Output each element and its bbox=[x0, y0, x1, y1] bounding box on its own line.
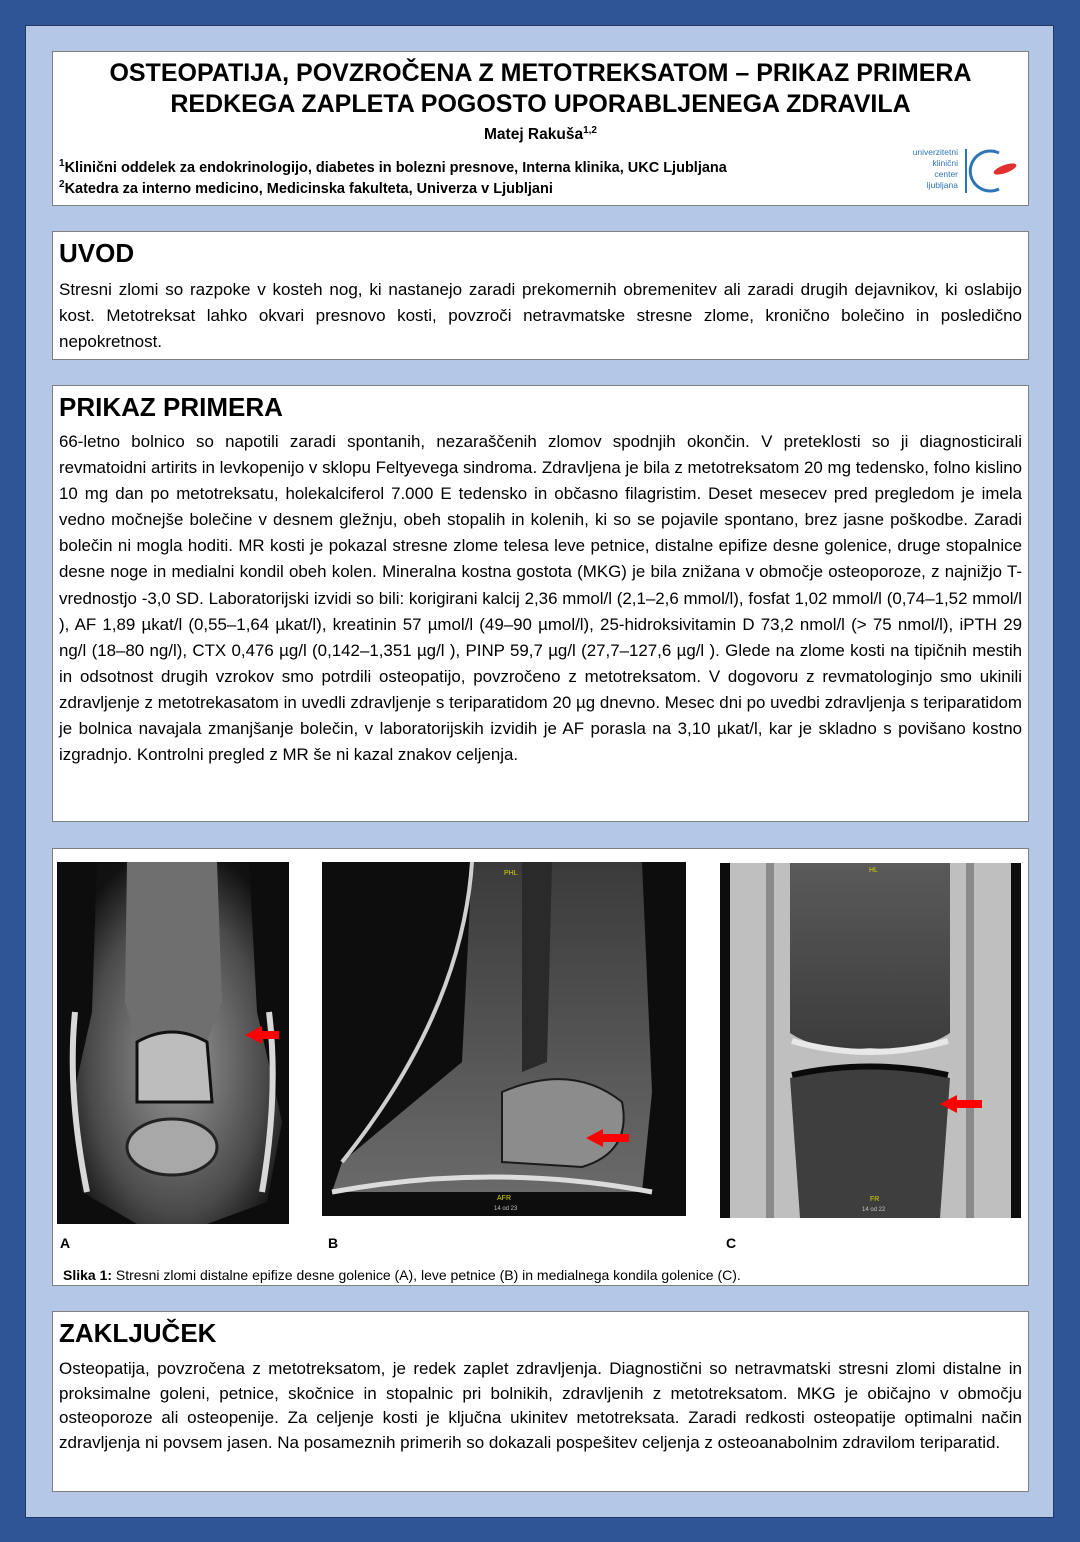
mri-c-slice-label: 14 od 22 bbox=[862, 1207, 886, 1213]
logo-line-1: univerzitetni bbox=[912, 147, 958, 157]
author-affiliation-marks: 1,2 bbox=[583, 125, 597, 136]
intro-text: Stresni zlomi so razpoke v kosteh nog, ki nastanejo zaradi prekomernih obremenitev ali zaradi drugih dejavnikov, ki oslabijo kost. Metotreksat lahko okvari presnovo kosti, povzroči netravmatske stresne zlome, kronično bolečino in posledično nepokretnost. bbox=[59, 280, 1022, 351]
mri-image-a bbox=[57, 862, 289, 1224]
panel-label-c: C bbox=[726, 1235, 737, 1251]
intro-section bbox=[52, 231, 1029, 360]
case-section bbox=[52, 385, 1029, 822]
conclusion-text: Osteopatija, povzročena z metotreksatom, je redek zaplet zdravljenja. Diagnostični so netravmatski stresni zlomi distalne in proksimalne goleni, petnice, skočnice in stopalnic pri bolnikih, zdravljenih z metotreksatom. MKG je običajno v območju osteoporoze ali osteopenije. Za celjenje kosti je ključna ukinitev metotreksata. Zaradi redkosti osteopatije optimalni način zdravljenja ni povsem jasen. Na posameznih primerih so dokazali pospešitev celjenja z osteoanabolnim zdravilom teriparatid. bbox=[59, 1359, 1022, 1453]
mri-b-slice-label: 14 od 23 bbox=[494, 1206, 518, 1212]
affiliation-2-mark: 2 bbox=[59, 179, 65, 190]
conclusion-section bbox=[52, 1311, 1029, 1492]
mri-b-orientation-bottom: AFR bbox=[497, 1195, 511, 1202]
affiliation-1 bbox=[59, 158, 727, 176]
title-line-1: OSTEOPATIJA, POVZROČENA Z METOTREKSATOM – PRIKAZ PRIMERA bbox=[109, 59, 972, 87]
figure-caption bbox=[63, 1267, 741, 1283]
title-box bbox=[52, 51, 1029, 206]
affiliation-2 bbox=[59, 179, 553, 197]
intro-heading: UVOD bbox=[59, 238, 135, 268]
author-name: Matej Rakuša bbox=[484, 126, 584, 144]
case-heading: PRIKAZ PRIMERA bbox=[59, 392, 283, 422]
logo-line-4: ljubljana bbox=[926, 180, 958, 190]
caption-label: Slika 1: bbox=[63, 1267, 113, 1283]
affiliation-1-text: Klinični oddelek za endokrinologijo, diabetes in bolezni presnove, Interna klinika, UKC Ljubljana bbox=[64, 159, 727, 176]
logo-text bbox=[903, 147, 958, 191]
mri-b-orientation-top: PHL bbox=[504, 870, 518, 877]
mri-knee-coronal bbox=[720, 863, 1021, 1218]
logo-mark-icon bbox=[963, 147, 1021, 195]
logo-line-3: center bbox=[934, 169, 958, 179]
affiliation-1-mark: 1 bbox=[59, 158, 65, 169]
figure-section bbox=[52, 848, 1029, 1286]
affiliation-2-text: Katedra za interno medicino, Medicinska fakulteta, Univerza v Ljubljani bbox=[64, 180, 553, 197]
logo-line-2: klinični bbox=[932, 158, 958, 168]
poster-title bbox=[53, 58, 1028, 120]
mri-image-c bbox=[720, 863, 1021, 1218]
mri-c-orientation-top: HL bbox=[869, 867, 878, 874]
ukc-logo bbox=[903, 147, 1021, 197]
panel-label-a: A bbox=[60, 1235, 71, 1251]
author bbox=[53, 125, 1028, 144]
conclusion-heading: ZAKLJUČEK bbox=[59, 1318, 217, 1348]
caption-text: Stresni zlomi distalne epifize desne golenice (A), leve petnice (B) in medialnega kondila golenice (C). bbox=[112, 1267, 741, 1283]
case-text: 66-letno bolnico so napotili zaradi spontanih, nezaraščenih zlomov spodnjih okončin. V preteklosti so ji diagnosticirali revmatoidni artirits in levkopenijo v sklopu Feltyevega sindroma. Zdravljena je bila z metotreksatom 20 mg tedensko, folno kislino 10 mg dan po metotreksatu, holekalciferol 7.000 E tedensko in občasno filagristim. Deset mesecev pred pregledom je imela vedno močnejše bolečine v desnem gležnju, obeh stopalih in kolenih, ki so se pojavile spontano, brez jasne poškodbe. Zaradi bolečin ni mogla hoditi. MR kosti je pokazal stresne zlome telesa leve petnice, distalne epifize desne golenice, druge stopalnice desne noge in medialni kondil obeh kolen. Mineralna kostna gostota (MKG) je bila znižana v območje osteoporoze, z najnižjo T-vrednostjo -3,0 SD. Laboratorijski izvidi so bili: korigirani kalcij 2,36 mmol/l (2,1–2,6 mmol/l), fosfat 1,02 mmol/l (0,74–1,52 mmol/l ), AF 1,89 µkat/l (0,55–1,64 µkat/l), kreatinin 57 µmol/l (49–90 µmol/l), 25-hidroksivitamin D 73,2 nmol/l (> 75 nmol/l), iPTH 29 ng/l (18–80 ng/l), CTX 0,476 µg/l (0,142–1,351 µg/l ), PINP 59,7 µg/l (27,7–127,6 µg/l ). Glede na zlome kosti na tipičnih mestih in odsotnost drugih vzrokov smo potrdili osteopatijo, povzročeno z metotreksatom. V dogovoru z revmatologinjo smo ukinili zdravljenje z metotrekasatom in uvedli zdravljenje s teriparatidom 20 µg dnevno. Mesec dni po uvedbi zdravljenja s teriparatidom je bolnica navajala zmanjšanje bolečin, v laboratorijskih izvidih je AF porasla na 3,10 µkat/l, kar je skladno s povišano kostno izgradnjo. Kontrolni pregled z MR še ni kazal znakov celjenja. bbox=[59, 432, 1022, 765]
mri-ankle-coronal bbox=[57, 862, 289, 1224]
mri-image-b bbox=[322, 862, 686, 1216]
mri-heel-sagittal bbox=[322, 862, 686, 1216]
title-line-2: REDKEGA ZAPLETA POGOSTO UPORABLJENEGA ZDRAVILA bbox=[170, 90, 911, 118]
panel-label-b: B bbox=[328, 1235, 339, 1251]
mri-c-orientation-bottom: FR bbox=[870, 1196, 880, 1203]
